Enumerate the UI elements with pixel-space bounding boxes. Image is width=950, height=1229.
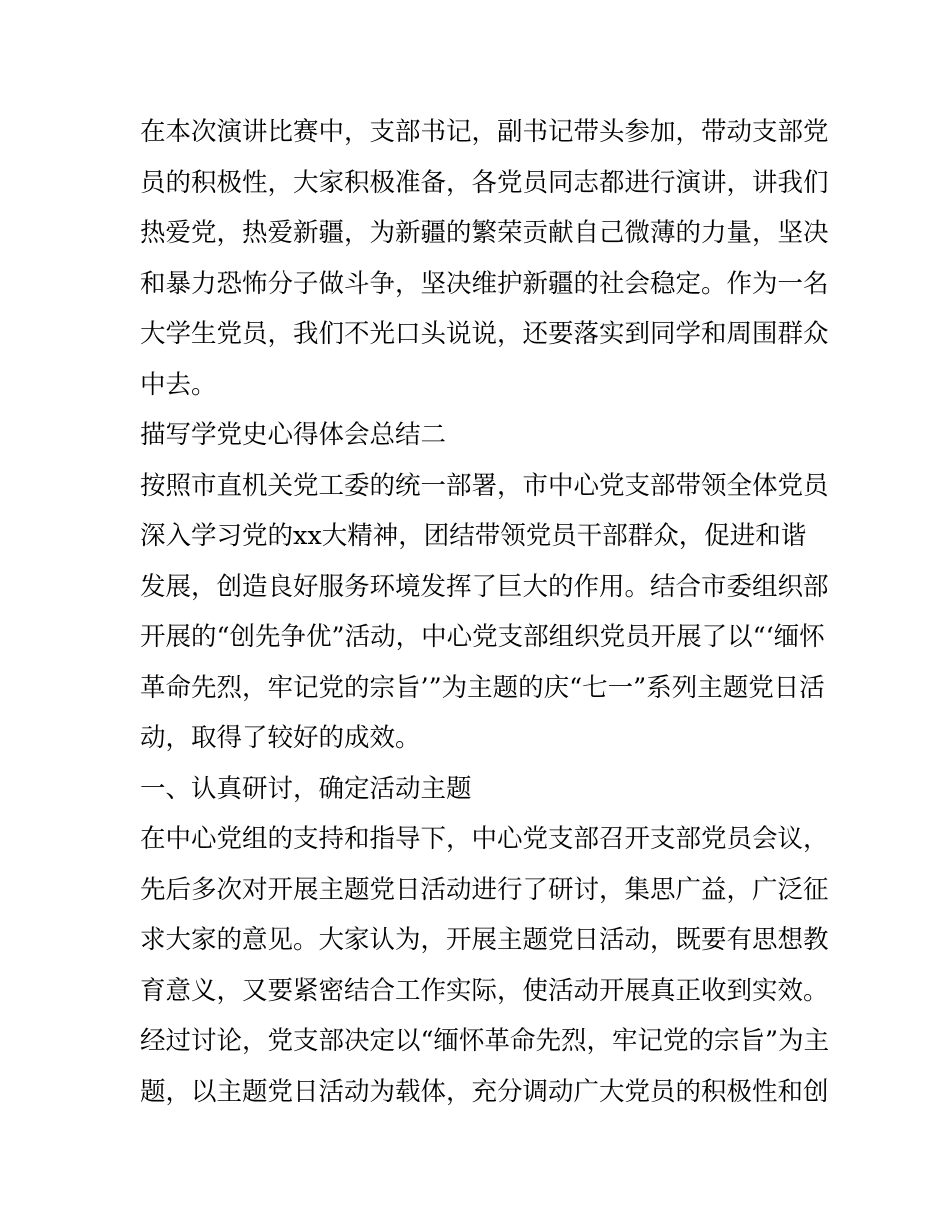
section-heading: 描写学党史心得体会总结二	[140, 420, 447, 450]
text-line: 员的积极性，大家积极准备，各党员同志都进行演讲，讲我们	[140, 167, 829, 198]
text-line: 革命先烈，牢记党的宗旨’”为主题的庆“七一”系列主题党日活	[140, 672, 825, 703]
text-line: 开展的“创先争优”活动，中心党支部组织党员开展了以“‘缅怀	[140, 622, 825, 652]
text-line: 在本次演讲比赛中，支部书记，副书记带头参加，带动支部党	[140, 117, 829, 147]
text-line: 育意义，又要紧密结合工作实际，使活动开展真正收到实效。	[140, 975, 829, 1006]
text-line: 热爱党，热爱新疆，为新疆的繁荣贡献自己微薄的力量，坚决	[140, 218, 829, 248]
text-line: 经过讨论，党支部决定以“缅怀革命先烈，牢记党的宗旨”为主	[140, 1026, 830, 1056]
text-line: 在中心党组的支持和指导下，中心党支部召开支部党员会议，	[140, 824, 829, 854]
text-line: 深入学习党的xx大精神，团结带领党员干部群众，促进和谐	[140, 521, 807, 551]
text-line: 和暴力恐怖分子做斗争，坚决维护新疆的社会稳定。作为一名	[140, 268, 829, 299]
text-line: 求大家的意见。大家认为，开展主题党日活动，既要有思想教	[140, 925, 829, 955]
subsection-heading: 一、认真研讨，确定活动主题	[140, 773, 472, 804]
document-body	[140, 107, 830, 1117]
text-line: 发展，创造良好服务环境发挥了巨大的作用。结合市委组织部	[140, 571, 829, 602]
text-line: 中去。	[140, 369, 217, 400]
text-line: 大学生党员，我们不光口头说说，还要落实到同学和周围群众	[140, 319, 829, 349]
text-line: 动，取得了较好的成效。	[140, 723, 421, 753]
text-line: 题，以主题党日活动为载体，充分调动广大党员的积极性和创	[140, 1076, 829, 1107]
text-line: 按照市直机关党工委的统一部署，市中心党支部带领全体党员	[140, 470, 829, 501]
text-line: 先后多次对开展主题党日活动进行了研讨，集思广益，广泛征	[140, 874, 829, 905]
